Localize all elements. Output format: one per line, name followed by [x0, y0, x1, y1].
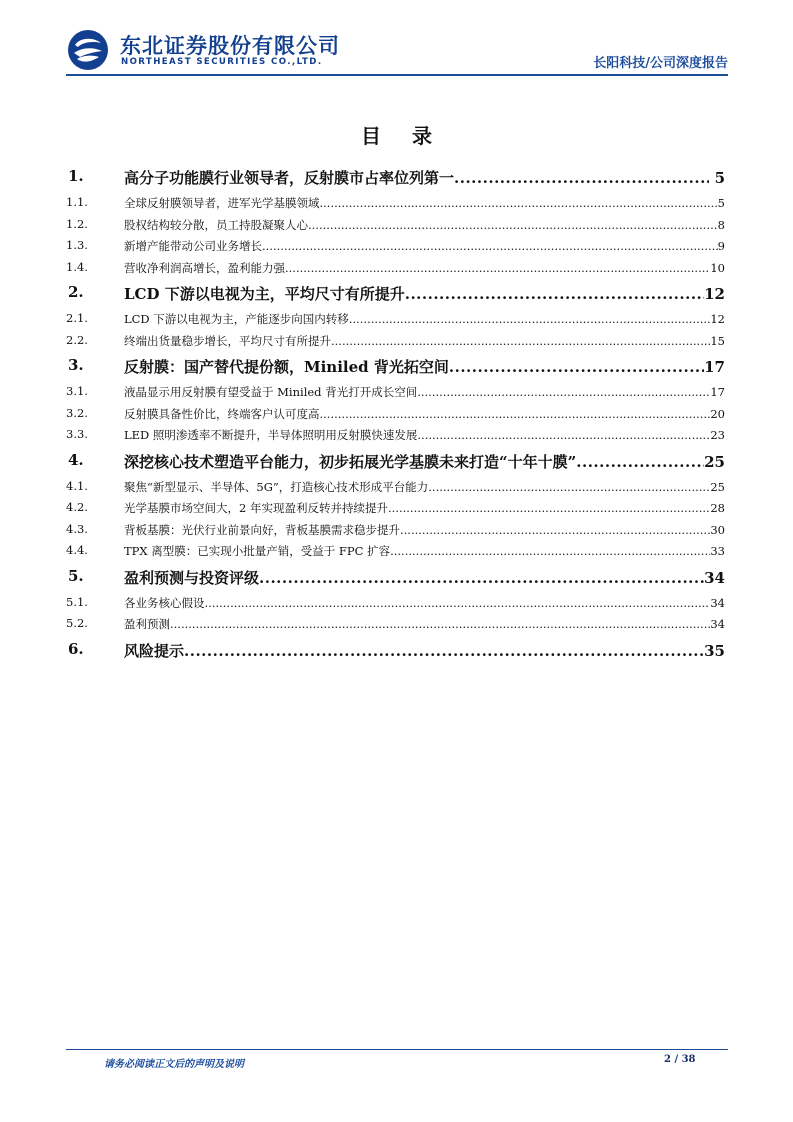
toc-dot-leader	[262, 239, 718, 253]
toc-entry-title: 背板基膜：光伏行业前景向好，背板基膜需求稳步提升	[124, 522, 400, 537]
toc-entry-page: 8	[717, 217, 725, 232]
company-name-cn: 东北证券股份有限公司	[120, 34, 340, 58]
toc-entry-title: 风险提示	[124, 641, 185, 660]
toc-subsection-entry[interactable]	[66, 522, 725, 544]
toc-entry-number: 1.	[68, 167, 84, 185]
toc-dot-leader	[454, 169, 709, 187]
toc-entry-page: 25	[710, 479, 725, 494]
toc-entry-page: 17	[710, 385, 725, 399]
toc-subsection-entry[interactable]	[66, 406, 725, 428]
toc-entry-number: 4.3.	[66, 521, 88, 536]
toc-subsection-entry[interactable]	[66, 311, 725, 333]
toc-subsection-entry[interactable]	[66, 500, 725, 522]
toc-entry-page: 33	[710, 544, 725, 558]
toc-dot-leader	[320, 407, 711, 421]
toc-entry-title: LED 照明渗透率不断提升，半导体照明用反射膜快速发展	[124, 428, 418, 442]
footer-disclaimer-note: 请务必阅读正文后的声明及说明	[104, 1059, 244, 1070]
page-header	[66, 28, 728, 72]
toc-entry-title: 高分子功能膜行业领导者，反射膜市占率位列第一	[124, 169, 455, 187]
toc-entry-page: 25	[704, 452, 725, 471]
toc-entry-title: 盈利预测	[124, 617, 170, 631]
toc-entry-title: 股权结构较分散，员工持股凝聚人心	[124, 217, 308, 232]
toc-entry-number: 1.2.	[66, 216, 88, 231]
toc-subsection-entry[interactable]	[66, 479, 725, 501]
toc-entry-page: 9	[717, 239, 725, 253]
toc-entry-title: 光学基膜市场空间大，2 年实现盈利反转并持续提升	[124, 501, 388, 515]
toc-entry-page: 5	[714, 169, 725, 187]
toc-entry-number: 5.2.	[66, 616, 88, 630]
toc-subsection-entry[interactable]	[66, 616, 725, 638]
toc-entry-page: 28	[710, 501, 725, 515]
toc-entry-title: 反射膜：国产替代提份额，Miniled 背光拓空间	[124, 358, 449, 376]
toc-entry-page: 15	[710, 333, 725, 348]
toc-entry-page: 34	[710, 595, 725, 610]
header-divider	[66, 74, 728, 76]
table-of-contents	[66, 165, 725, 668]
toc-dot-leader	[184, 642, 704, 660]
toc-entry-page: 12	[704, 285, 725, 303]
toc-subsection-entry[interactable]	[66, 217, 725, 239]
toc-entry-number: 5.	[68, 566, 84, 585]
toc-entry-number: 6.	[68, 639, 84, 658]
toc-entry-number: 2.	[68, 283, 84, 301]
toc-entry-page: 35	[704, 641, 725, 660]
toc-entry-title: 各业务核心假设	[124, 595, 205, 610]
toc-dot-leader	[417, 428, 710, 442]
toc-section-entry[interactable]	[66, 283, 725, 311]
toc-entry-number: 2.2.	[66, 332, 88, 347]
toc-entry-title: 盈利预测与投资评级	[124, 568, 260, 587]
toc-entry-number: 3.	[68, 356, 84, 374]
toc-subsection-entry[interactable]	[66, 543, 725, 565]
toc-section-entry[interactable]	[66, 167, 725, 195]
toc-title: 目 录	[361, 124, 444, 148]
toc-dot-leader	[285, 261, 710, 275]
toc-entry-number: 3.2.	[66, 405, 88, 420]
company-name-en: NORTHEAST SECURITIES CO.,LTD.	[121, 57, 323, 67]
toc-entry-number: 3.3.	[66, 427, 88, 441]
toc-subsection-entry[interactable]	[66, 238, 725, 260]
toc-entry-number: 4.1.	[66, 478, 88, 493]
toc-subsection-entry[interactable]	[66, 427, 725, 449]
toc-dot-leader	[405, 285, 704, 303]
toc-entry-page: 34	[710, 617, 725, 631]
toc-entry-title: TPX 离型膜：已实现小批量产销，受益于 FPC 扩容	[124, 544, 391, 558]
toc-dot-leader	[331, 334, 710, 348]
toc-entry-title: 深挖核心技术塑造平台能力，初步拓展光学基膜未来打造“十年十膜”	[124, 452, 577, 471]
toc-entry-number: 1.1.	[66, 195, 88, 209]
toc-section-entry[interactable]	[66, 451, 725, 479]
toc-entry-title: 营收净利润高增长，盈利能力强	[124, 260, 285, 275]
toc-entry-title: 终端出货量稳步增长，平均尺寸有所提升	[124, 333, 331, 348]
toc-entry-number: 4.4.	[66, 543, 88, 557]
toc-entry-title: 反射膜具备性价比，终端客户认可度高	[124, 406, 320, 421]
toc-subsection-entry[interactable]	[66, 384, 725, 406]
toc-dot-leader	[388, 501, 710, 515]
toc-entry-page: 12	[710, 312, 725, 326]
toc-dot-leader	[170, 617, 710, 631]
toc-dot-leader	[320, 196, 718, 210]
toc-dot-leader	[390, 544, 710, 558]
toc-dot-leader	[259, 569, 704, 587]
toc-entry-title: 全球反射膜领导者，进军光学基膜领域	[124, 196, 320, 210]
toc-entry-title: LCD 下游以电视为主，平均尺寸有所提升	[124, 285, 405, 303]
toc-entry-number: 1.4.	[66, 259, 88, 274]
toc-entry-title: 液晶显示用反射膜有望受益于 Miniled 背光打开成长空间	[124, 385, 418, 399]
toc-dot-leader	[308, 218, 718, 232]
toc-entry-page: 20	[710, 406, 725, 421]
toc-subsection-entry[interactable]	[66, 333, 725, 355]
toc-subsection-entry[interactable]	[66, 260, 725, 282]
toc-dot-leader	[417, 385, 710, 399]
footer-divider	[66, 1049, 728, 1050]
toc-entry-number: 5.1.	[66, 594, 88, 609]
page-number: 2 / 38	[664, 1054, 696, 1065]
toc-entry-number: 4.2.	[66, 500, 88, 514]
toc-entry-number: 1.3.	[66, 238, 88, 252]
toc-entry-title: 聚焦“新型显示、半导体、5G”，打造核心技术形成平台能力	[124, 479, 429, 494]
toc-entry-number: 3.1.	[66, 384, 88, 398]
report-tag: 长阳科技/公司深度报告	[593, 56, 728, 71]
toc-entry-number: 4.	[68, 450, 84, 469]
toc-entry-page: 23	[710, 428, 725, 442]
toc-dot-leader	[205, 596, 711, 610]
toc-dot-leader	[576, 453, 704, 471]
toc-dot-leader	[349, 312, 711, 326]
toc-dot-leader	[428, 480, 710, 494]
toc-subsection-entry[interactable]	[66, 195, 725, 217]
toc-entry-page: 34	[704, 568, 725, 587]
toc-entry-page: 5	[717, 196, 725, 210]
toc-entry-title: 新增产能带动公司业务增长	[124, 239, 262, 253]
toc-entry-number: 2.1.	[66, 311, 88, 325]
toc-entry-title: LCD 下游以电视为主，产能逐步向国内转移	[124, 312, 349, 326]
toc-entry-page: 10	[710, 260, 725, 275]
toc-dot-leader	[400, 523, 710, 537]
toc-section-entry[interactable]	[66, 567, 725, 595]
toc-entry-page: 17	[704, 358, 725, 376]
toc-entry-page: 30	[710, 522, 725, 537]
toc-dot-leader	[449, 358, 704, 376]
toc-subsection-entry[interactable]	[66, 595, 725, 617]
company-logo-icon	[66, 28, 110, 72]
toc-section-entry[interactable]	[66, 640, 725, 668]
toc-section-entry[interactable]	[66, 356, 725, 384]
